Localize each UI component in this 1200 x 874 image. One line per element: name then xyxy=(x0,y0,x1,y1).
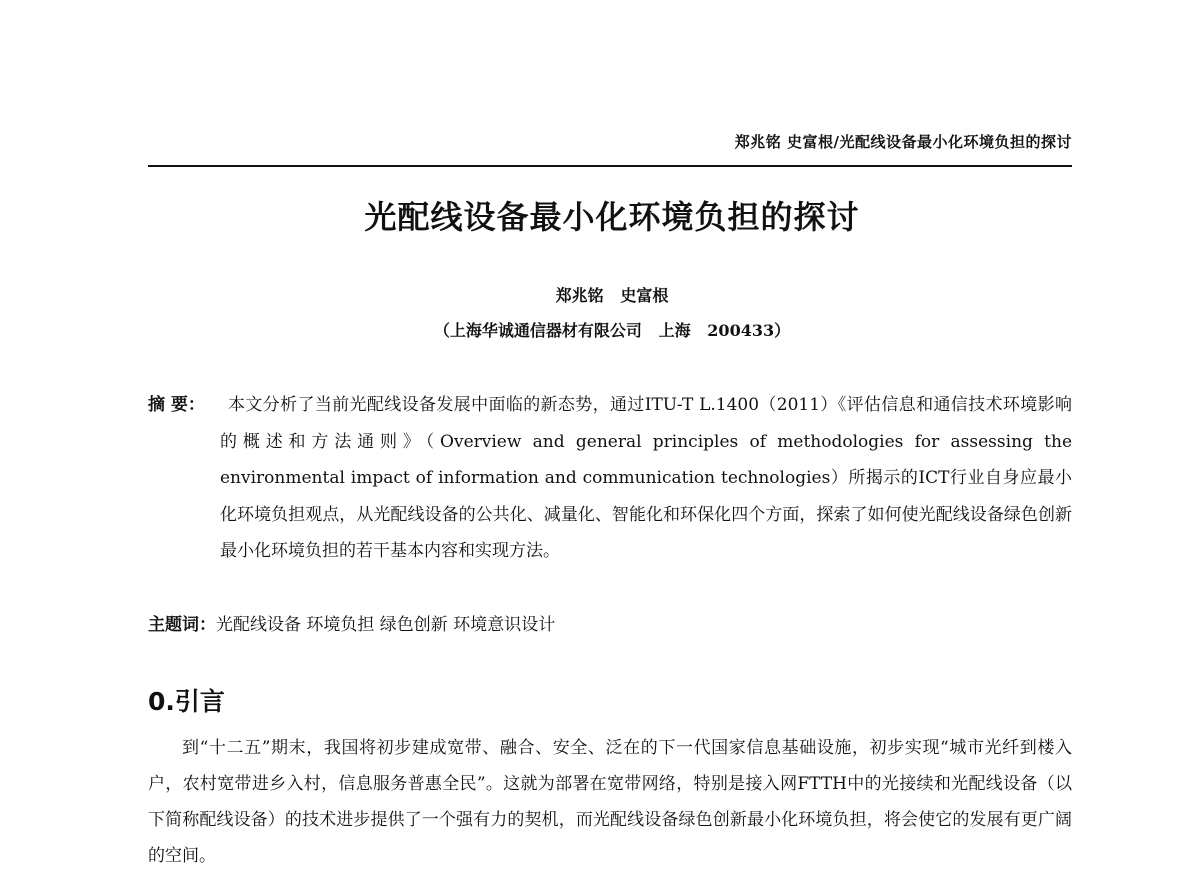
header-rule xyxy=(148,165,1072,167)
running-head: 郑兆铭 史富根/光配线设备最小化环境负担的探讨 xyxy=(734,133,1072,151)
section-heading: 0.引言 xyxy=(148,687,225,716)
keywords-text: 光配线设备 环境负担 绿色创新 环境意识设计 xyxy=(216,615,556,635)
keywords-label: 主题词： xyxy=(148,615,216,635)
paper-title: 光配线设备最小化环境负担的探讨 xyxy=(364,198,860,236)
paper-authors: 郑兆铭 史富根 xyxy=(555,286,669,305)
abstract-label: 摘 要： xyxy=(148,395,205,415)
abstract-text: 本文分析了当前光配线设备发展中面临的新态势，通过ITU-T L.1400（2011）《评估信息和通信技术环境影响的概述和方法通则》（Overview and general principles of methodologies for assessing the environmental impact of information and communication technologies）所揭示的ICT行业自身应最小化环境负担观点，从光配线设备的公共化、减量化、智能化和环保化四个方面，探索了如何使光配线设备绿色创新最小化环境负担的若干基本内容和实现方法。 xyxy=(220,395,1072,561)
abstract xyxy=(148,387,1072,570)
keywords xyxy=(148,608,1072,642)
paper-affiliation: （上海华诚通信器材有限公司 上海 200433） xyxy=(433,321,791,340)
intro-paragraph: 到“十二五”期末，我国将初步建成宽带、融合、安全、泛在的下一代国家信息基础设施，初步实现“城市光纤到楼入户，农村宽带进乡入村，信息服务普惠全民”。这就为部署在宽带网络，特别是接入网FTTH中的光接续和光配线设备（以下简称配线设备）的技术进步提供了一个强有力的契机，而光配线设备绿色创新最小化环境负担，将会使它的发展有更广阔的空间。 xyxy=(148,738,1072,866)
